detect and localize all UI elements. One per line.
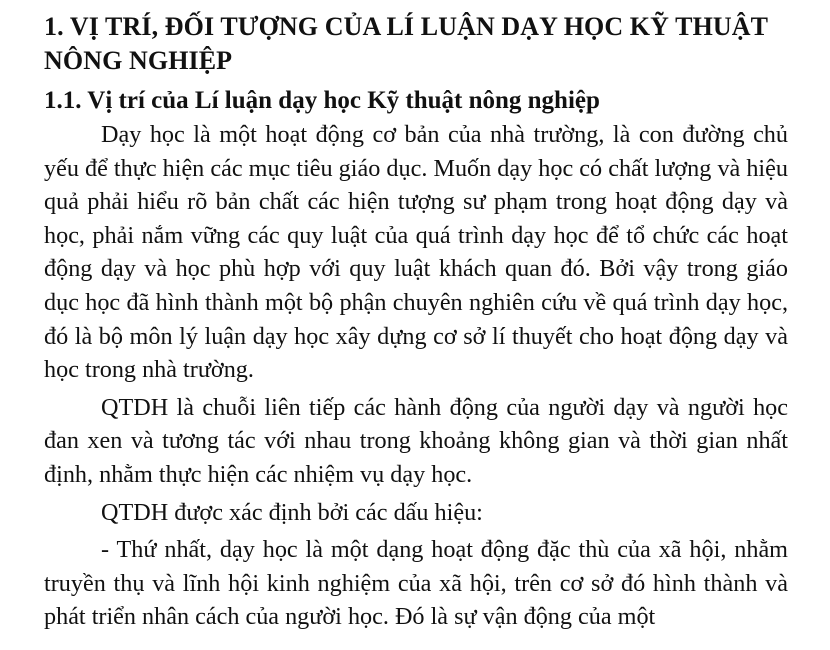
paragraph-first-sign: - Thứ nhất, dạy học là một dạng hoạt động đặc thù của xã hội, nhằm truyền thụ và lĩnh hội kinh nghiệm của xã hội, trên cơ sở đó hình thành và phát triển nhân cách của người học. Đó là sự vận động của một <box>44 536 788 631</box>
subsection-heading: 1.1. Vị trí của Lí luận dạy học Kỹ thuật nông nghiệp <box>44 87 600 114</box>
paragraph-qtdh-signs: QTDH được xác định bởi các dấu hiệu: <box>101 498 483 526</box>
paragraph-intro: Dạy học là một hoạt động cơ bản của nhà trường, là con đường chủ yếu để thực hiện các mục tiêu giáo dục. Muốn dạy học có chất lượng và hiệu quả phải hiểu rõ bản chất các hiện tượng sư phạm trong hoạt động dạy và học, phải nắm vững các quy luật của quá trình dạy học để tổ chức các hoạt động dạy và học phù hợp với quy luật khách quan đó. Bởi vậy trong giáo dục học đã hình thành một bộ phận chuyên nghiên cứu về quá trình dạy học, đó là bộ môn lý luận dạy học xây dựng cơ sở lí thuyết cho hoạt động dạy và học trong nhà trường. <box>44 121 788 384</box>
paragraph-qtdh-definition: QTDH là chuỗi liên tiếp các hành động của người dạy và người học đan xen và tương tác với nhau trong khoảng không gian và thời gian nhất định, nhằm thực hiện các nhiệm vụ dạy học. <box>44 393 788 488</box>
section-heading: 1. VỊ TRÍ, ĐỐI TƯỢNG CỦA LÍ LUẬN DẠY HỌC KỸ THUẬT NÔNG NGHIỆP <box>44 12 768 75</box>
